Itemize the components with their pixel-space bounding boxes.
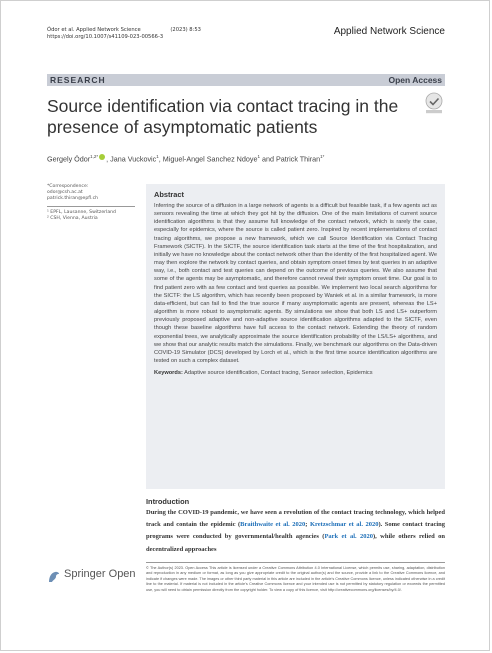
introduction-paragraph (146, 507, 445, 556)
orcid-icon[interactable] (99, 154, 105, 160)
intro-text-4: ), while others relied on decentralized approaches (146, 533, 446, 553)
affiliation-2: ² CSH, Vienna, Austria (47, 215, 98, 221)
correspondence-label: *Correspondence: (47, 184, 89, 189)
correspondence-sidebar (47, 184, 137, 222)
abstract-box (146, 184, 445, 489)
footer-divider (146, 562, 445, 563)
author-2: , Jana Vuckovic (106, 154, 157, 164)
author-list (47, 154, 324, 163)
section-banner (47, 74, 445, 86)
running-author: Ódor et al. Applied Network Science (47, 27, 141, 33)
publisher-brand: Springer Open (64, 568, 136, 580)
introduction-heading: Introduction (146, 497, 190, 506)
author-1[interactable]: Gergely Ódor (47, 154, 91, 164)
license-footer: © The Author(s) 2023. Open Access This article is licensed under a Creative Commons Attribution 4.0 International License, which permits use, sharing, adaptation, distribution and reproduction in any medium or format, as long as you give appropriate credit to the original author(s) and the source, provide a link to the Creative Commons licence, and indicate if changes were made. The images or other third party material in this article are included in the article's Creative Commons licence, unless indicated otherwise in a credit line to the material. If material is not included in the article's Creative Commons licence and your intended use is not permitted by statutory regulation or exceeds the permitted use, you will need to obtain permission directly from the copyright holder. To view a copy of this licence, visit http://creativecommons.org/licenses/by/4.0/. (146, 566, 445, 592)
open-access-label: Open Access (388, 75, 442, 85)
intro-text-3: ). Some contact tracing programs were conducted by governmental/health agencies ( (146, 521, 446, 541)
author-1-affil: 1,2* (90, 154, 99, 159)
email-1[interactable]: odor@csh.ac.at (47, 190, 83, 196)
journal-name: Applied Network Science (333, 26, 445, 37)
intro-text-1: During the COVID-19 pandemic, we have seen a revolution of the contact tracing technology, which helped track and contain the epidemic ( (146, 509, 445, 529)
abstract-heading: Abstract (154, 190, 184, 199)
author-4-affil: 1* (320, 154, 325, 159)
running-header (47, 27, 201, 41)
intro-text-2: ; (305, 521, 310, 529)
affiliation-1: ¹ EPFL, Lausanne, Switzerland (47, 209, 116, 215)
author-2-affil: 1 (156, 154, 159, 159)
year-page: (2023) 8:53 (170, 27, 201, 33)
keywords-list: Adaptive source identification, Contact tracing, Sensor selection, Epidemics (184, 370, 373, 377)
author-3-affil: 1 (257, 154, 260, 159)
citation-link[interactable]: Park et al. 2020 (324, 533, 373, 541)
check-for-updates-icon[interactable] (424, 92, 444, 114)
email-2[interactable]: patrick.thiran@epfl.ch (47, 196, 99, 202)
author-4: and Patrick Thiran (259, 154, 321, 164)
springer-horse-icon (47, 568, 61, 581)
keywords-label: Keywords: (154, 370, 183, 377)
section-label: RESEARCH (50, 75, 106, 85)
sidebar-divider (47, 206, 135, 207)
keywords (154, 369, 437, 377)
doi-link[interactable]: https://doi.org/10.1007/s41109-023-00566-3 (47, 34, 164, 40)
paper-title: Source identification via contact tracing in the presence of asymptomatic patients (47, 96, 399, 137)
citation-link[interactable]: Kretzschmar et al. 2020 (309, 521, 379, 529)
citation-link[interactable]: Braithwaite et al. 2020 (240, 521, 306, 529)
author-3: , Miguel-Angel Sanchez Ndoye (158, 154, 258, 164)
abstract-text: Inferring the source of a diffusion in a large network of agents is a difficult but feasible task, if a few agents act as sensors revealing the time at which they got hit by the diffusion. One of the main limitations of current source identification algorithms is that they assume full knowledge of the contact network, which is rarely the case, especially for epidemics, where the source is called patient zero. Inspired by recent implementations of contact tracing algorithms, we propose a new framework, which we call Source Identification via Contact Tracing Framework (SICTF). In the SICTF, the source identification task starts at the time of the first hospitalization, and initially we have no knowledge about the contact network other than the identity of the first hospitalized agent. We may then explore the network by contact queries, and obtain symptom onset times by test queries in an adaptive way, i.e., both contact and test queries can depend on the outcome of previous queries. We also assume that some of the agents may be asymptomatic, and therefore cannot reveal their symptom onset time. Our goal is to find patient zero with as few contact and test queries as possible. We implement two local search algorithms for the SICTF: the LS algorithm, which has recently been proposed by Waniek et al. in a similar framework, is more data-efficient, but can fail to find the true source if many asymptomatic agents are present, whereas the LS+ algorithm is more robust to asymptomatic agents. By simulations we show that both LS and LS+ outperform previously proposed adaptive and non-adaptive source identification algorithms adapted to the SICTF, even though these baseline algorithms have full access to the contact network. Extending the theory of random exponential trees, we analytically approximate the source identification probability of the LS/LS+ algorithms, and we show that our analytic results match the simulations. Finally, we benchmark our algorithms on the Data-driven COVID-19 Simulator (DCS) developed by Lorch et al., which is the first time source identification algorithms are tested on such a complex dataset. (154, 203, 437, 364)
